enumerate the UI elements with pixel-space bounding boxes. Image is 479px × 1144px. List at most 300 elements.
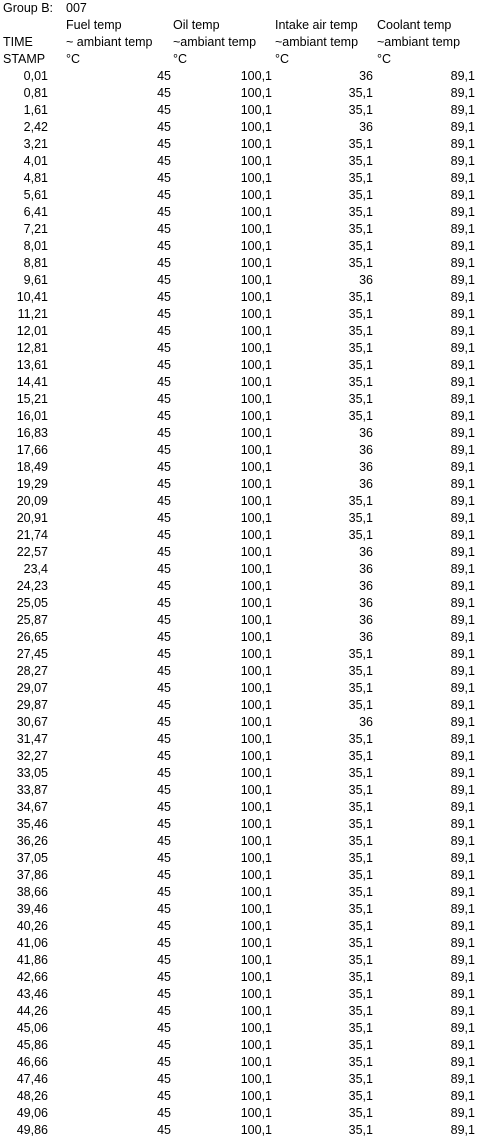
time-stamp-cell: 30,67 — [16, 715, 48, 729]
oil-temp-cell: 100,1 — [240, 562, 272, 576]
coolant-temp-cell: 89,1 — [450, 358, 475, 372]
oil-temp-cell: 100,1 — [240, 749, 272, 763]
coolant-temp-cell: 89,1 — [450, 664, 475, 678]
intake-air-temp-cell: 35,1 — [348, 698, 373, 712]
coolant-temp-cell: 89,1 — [450, 290, 475, 304]
time-stamp-cell: 37,86 — [16, 868, 48, 882]
coolant-temp-cell: 89,1 — [450, 477, 475, 491]
coolant-temp-cell: 89,1 — [450, 137, 475, 151]
table-row — [0, 510, 479, 527]
coolant-temp-cell: 89,1 — [450, 86, 475, 100]
fuel-temp-cell: 45 — [157, 664, 171, 678]
oil-temp-cell: 100,1 — [240, 766, 272, 780]
coolant-temp-cell: 89,1 — [450, 273, 475, 287]
time-stamp-cell: 25,87 — [16, 613, 48, 627]
oil-temp-cell: 100,1 — [240, 222, 272, 236]
time-stamp-cell: 43,46 — [16, 987, 48, 1001]
time-stamp-cell: 47,46 — [16, 1072, 48, 1086]
intake-air-temp-cell: 35,1 — [348, 851, 373, 865]
time-stamp-cell: 18,49 — [16, 460, 48, 474]
table-row — [0, 1088, 479, 1105]
coolant-temp-cell: 89,1 — [450, 188, 475, 202]
header-row-names — [0, 17, 479, 34]
intake-air-temp-cell: 35,1 — [348, 1021, 373, 1035]
time-stamp-cell: 8,81 — [23, 256, 48, 270]
intake-air-temp-cell: 35,1 — [348, 86, 373, 100]
intake-air-temp-cell: 35,1 — [348, 664, 373, 678]
intake-air-temp-cell: 35,1 — [348, 256, 373, 270]
col-intake-air-temp-unit: °C — [275, 52, 290, 66]
table-row — [0, 289, 479, 306]
oil-temp-cell: 100,1 — [240, 290, 272, 304]
oil-temp-cell: 100,1 — [240, 681, 272, 695]
time-stamp-cell: 3,21 — [23, 137, 48, 151]
table-row — [0, 867, 479, 884]
time-stamp-cell: 5,61 — [23, 188, 48, 202]
time-stamp-cell: 34,67 — [16, 800, 48, 814]
oil-temp-cell: 100,1 — [240, 324, 272, 338]
intake-air-temp-cell: 35,1 — [348, 375, 373, 389]
coolant-temp-cell: 89,1 — [450, 987, 475, 1001]
time-stamp-cell: 45,06 — [16, 1021, 48, 1035]
table-row — [0, 1105, 479, 1122]
table-row — [0, 272, 479, 289]
intake-air-temp-cell: 35,1 — [348, 749, 373, 763]
fuel-temp-cell: 45 — [157, 256, 171, 270]
intake-air-temp-cell: 36 — [359, 562, 373, 576]
table-row — [0, 935, 479, 952]
coolant-temp-cell: 89,1 — [450, 409, 475, 423]
coolant-temp-cell: 89,1 — [450, 1004, 475, 1018]
oil-temp-cell: 100,1 — [240, 1055, 272, 1069]
table-row — [0, 731, 479, 748]
time-stamp-cell: 4,81 — [23, 171, 48, 185]
fuel-temp-cell: 45 — [157, 885, 171, 899]
col-oil-temp-desc: ~ambiant temp — [173, 35, 257, 49]
time-stamp-cell: 49,06 — [16, 1106, 48, 1120]
intake-air-temp-cell: 36 — [359, 120, 373, 134]
table-row — [0, 850, 479, 867]
oil-temp-cell: 100,1 — [240, 171, 272, 185]
fuel-temp-cell: 45 — [157, 1004, 171, 1018]
col-fuel-temp-unit: °C — [66, 52, 81, 66]
coolant-temp-cell: 89,1 — [450, 511, 475, 525]
fuel-temp-cell: 45 — [157, 647, 171, 661]
table-row — [0, 306, 479, 323]
intake-air-temp-cell: 35,1 — [348, 409, 373, 423]
coolant-temp-cell: 89,1 — [450, 375, 475, 389]
time-stamp-cell: 12,01 — [16, 324, 48, 338]
coolant-temp-cell: 89,1 — [450, 256, 475, 270]
coolant-temp-cell: 89,1 — [450, 647, 475, 661]
intake-air-temp-cell: 35,1 — [348, 1123, 373, 1137]
intake-air-temp-cell: 36 — [359, 460, 373, 474]
time-stamp-cell: 15,21 — [16, 392, 48, 406]
fuel-temp-cell: 45 — [157, 698, 171, 712]
fuel-temp-cell: 45 — [157, 936, 171, 950]
oil-temp-cell: 100,1 — [240, 613, 272, 627]
time-stamp-cell: 38,66 — [16, 885, 48, 899]
oil-temp-cell: 100,1 — [240, 137, 272, 151]
coolant-temp-cell: 89,1 — [450, 953, 475, 967]
fuel-temp-cell: 45 — [157, 137, 171, 151]
coolant-temp-cell: 89,1 — [450, 783, 475, 797]
time-stamp-cell: 45,86 — [16, 1038, 48, 1052]
fuel-temp-cell: 45 — [157, 154, 171, 168]
intake-air-temp-cell: 35,1 — [348, 290, 373, 304]
intake-air-temp-cell: 35,1 — [348, 868, 373, 882]
time-stamp-cell: 41,86 — [16, 953, 48, 967]
coolant-temp-cell: 89,1 — [450, 749, 475, 763]
col-fuel-temp-name: Fuel temp — [66, 18, 122, 32]
table-row — [0, 782, 479, 799]
fuel-temp-cell: 45 — [157, 426, 171, 440]
table-row — [0, 136, 479, 153]
intake-air-temp-cell: 35,1 — [348, 307, 373, 321]
intake-air-temp-cell: 35,1 — [348, 324, 373, 338]
table-row — [0, 85, 479, 102]
oil-temp-cell: 100,1 — [240, 664, 272, 678]
oil-temp-cell: 100,1 — [240, 868, 272, 882]
table-row — [0, 748, 479, 765]
fuel-temp-cell: 45 — [157, 392, 171, 406]
intake-air-temp-cell: 35,1 — [348, 1072, 373, 1086]
coolant-temp-cell: 89,1 — [450, 970, 475, 984]
intake-air-temp-cell: 35,1 — [348, 647, 373, 661]
oil-temp-cell: 100,1 — [240, 528, 272, 542]
table-row — [0, 493, 479, 510]
intake-air-temp-cell: 35,1 — [348, 528, 373, 542]
oil-temp-cell: 100,1 — [240, 273, 272, 287]
time-stamp-cell: 49,86 — [16, 1123, 48, 1137]
coolant-temp-cell: 89,1 — [450, 681, 475, 695]
intake-air-temp-cell: 35,1 — [348, 936, 373, 950]
table-row — [0, 476, 479, 493]
intake-air-temp-cell: 36 — [359, 477, 373, 491]
oil-temp-cell: 100,1 — [240, 511, 272, 525]
oil-temp-cell: 100,1 — [240, 426, 272, 440]
oil-temp-cell: 100,1 — [240, 851, 272, 865]
table-row — [0, 68, 479, 85]
col-intake-air-temp-name: Intake air temp — [275, 18, 358, 32]
time-stamp-cell: 11,21 — [17, 307, 48, 321]
fuel-temp-cell: 45 — [157, 443, 171, 457]
coolant-temp-cell: 89,1 — [450, 392, 475, 406]
fuel-temp-cell: 45 — [157, 307, 171, 321]
intake-air-temp-cell: 35,1 — [348, 902, 373, 916]
intake-air-temp-cell: 36 — [359, 630, 373, 644]
oil-temp-cell: 100,1 — [240, 239, 272, 253]
time-stamp-cell: 42,66 — [16, 970, 48, 984]
table-row — [0, 799, 479, 816]
oil-temp-cell: 100,1 — [240, 375, 272, 389]
time-label-line2: STAMP — [3, 52, 46, 66]
coolant-temp-cell: 89,1 — [450, 120, 475, 134]
oil-temp-cell: 100,1 — [240, 1021, 272, 1035]
coolant-temp-cell: 89,1 — [450, 715, 475, 729]
fuel-temp-cell: 45 — [157, 834, 171, 848]
coolant-temp-cell: 89,1 — [450, 1021, 475, 1035]
oil-temp-cell: 100,1 — [240, 800, 272, 814]
time-stamp-cell: 29,87 — [16, 698, 48, 712]
table-row — [0, 969, 479, 986]
intake-air-temp-cell: 35,1 — [348, 732, 373, 746]
coolant-temp-cell: 89,1 — [450, 1038, 475, 1052]
coolant-temp-cell: 89,1 — [450, 1055, 475, 1069]
coolant-temp-cell: 89,1 — [450, 426, 475, 440]
time-stamp-cell: 19,29 — [16, 477, 48, 491]
oil-temp-cell: 100,1 — [240, 630, 272, 644]
time-stamp-cell: 0,81 — [23, 86, 48, 100]
intake-air-temp-cell: 35,1 — [348, 1089, 373, 1103]
time-stamp-cell: 24,23 — [16, 579, 48, 593]
time-stamp-cell: 13,61 — [16, 358, 48, 372]
time-stamp-cell: 4,01 — [23, 154, 48, 168]
coolant-temp-cell: 89,1 — [450, 494, 475, 508]
coolant-temp-cell: 89,1 — [450, 766, 475, 780]
table-row — [0, 1122, 479, 1139]
coolant-temp-cell: 89,1 — [450, 613, 475, 627]
table-row — [0, 697, 479, 714]
coolant-temp-cell: 89,1 — [450, 885, 475, 899]
table-row — [0, 204, 479, 221]
time-stamp-cell: 31,47 — [16, 732, 48, 746]
fuel-temp-cell: 45 — [157, 528, 171, 542]
time-stamp-cell: 33,05 — [16, 766, 48, 780]
coolant-temp-cell: 89,1 — [450, 1123, 475, 1137]
oil-temp-cell: 100,1 — [240, 358, 272, 372]
group-value: 007 — [66, 1, 87, 15]
oil-temp-cell: 100,1 — [240, 103, 272, 117]
fuel-temp-cell: 45 — [157, 477, 171, 491]
time-stamp-cell: 14,41 — [16, 375, 48, 389]
coolant-temp-cell: 89,1 — [450, 239, 475, 253]
intake-air-temp-cell: 36 — [359, 273, 373, 287]
time-label-line1: TIME — [3, 35, 33, 49]
fuel-temp-cell: 45 — [157, 1021, 171, 1035]
time-stamp-cell: 2,42 — [23, 120, 48, 134]
intake-air-temp-cell: 35,1 — [348, 1004, 373, 1018]
table-row — [0, 221, 479, 238]
oil-temp-cell: 100,1 — [240, 1038, 272, 1052]
fuel-temp-cell: 45 — [157, 222, 171, 236]
time-stamp-cell: 35,46 — [16, 817, 48, 831]
fuel-temp-cell: 45 — [157, 749, 171, 763]
intake-air-temp-cell: 35,1 — [348, 137, 373, 151]
table-row — [0, 578, 479, 595]
table-row — [0, 459, 479, 476]
oil-temp-cell: 100,1 — [240, 885, 272, 899]
fuel-temp-cell: 45 — [157, 239, 171, 253]
fuel-temp-cell: 45 — [157, 868, 171, 882]
table-row — [0, 1037, 479, 1054]
time-stamp-cell: 46,66 — [16, 1055, 48, 1069]
fuel-temp-cell: 45 — [157, 103, 171, 117]
fuel-temp-cell: 45 — [157, 902, 171, 916]
table-row — [0, 918, 479, 935]
coolant-temp-cell: 89,1 — [450, 698, 475, 712]
fuel-temp-cell: 45 — [157, 1072, 171, 1086]
table-row — [0, 629, 479, 646]
intake-air-temp-cell: 36 — [359, 69, 373, 83]
coolant-temp-cell: 89,1 — [450, 1106, 475, 1120]
oil-temp-cell: 100,1 — [240, 919, 272, 933]
oil-temp-cell: 100,1 — [240, 477, 272, 491]
table-row — [0, 153, 479, 170]
table-body — [0, 68, 479, 1139]
intake-air-temp-cell: 35,1 — [348, 817, 373, 831]
time-stamp-cell: 20,09 — [16, 494, 48, 508]
fuel-temp-cell: 45 — [157, 273, 171, 287]
coolant-temp-cell: 89,1 — [450, 919, 475, 933]
oil-temp-cell: 100,1 — [240, 69, 272, 83]
col-coolant-temp-name: Coolant temp — [377, 18, 452, 32]
fuel-temp-cell: 45 — [157, 817, 171, 831]
oil-temp-cell: 100,1 — [240, 715, 272, 729]
time-stamp-cell: 48,26 — [16, 1089, 48, 1103]
col-coolant-temp-unit: °C — [377, 52, 392, 66]
intake-air-temp-cell: 35,1 — [348, 766, 373, 780]
table-header — [0, 0, 479, 68]
intake-air-temp-cell: 35,1 — [348, 1106, 373, 1120]
table-row — [0, 646, 479, 663]
oil-temp-cell: 100,1 — [240, 120, 272, 134]
intake-air-temp-cell: 35,1 — [348, 341, 373, 355]
intake-air-temp-cell: 35,1 — [348, 953, 373, 967]
time-stamp-cell: 21,74 — [16, 528, 48, 542]
table-row — [0, 425, 479, 442]
time-stamp-cell: 37,05 — [16, 851, 48, 865]
intake-air-temp-cell: 36 — [359, 545, 373, 559]
table-row — [0, 527, 479, 544]
fuel-temp-cell: 45 — [157, 1089, 171, 1103]
intake-air-temp-cell: 35,1 — [348, 171, 373, 185]
oil-temp-cell: 100,1 — [240, 936, 272, 950]
oil-temp-cell: 100,1 — [240, 205, 272, 219]
table-row — [0, 1003, 479, 1020]
intake-air-temp-cell: 35,1 — [348, 1038, 373, 1052]
fuel-temp-cell: 45 — [157, 205, 171, 219]
oil-temp-cell: 100,1 — [240, 1004, 272, 1018]
oil-temp-cell: 100,1 — [240, 256, 272, 270]
oil-temp-cell: 100,1 — [240, 188, 272, 202]
intake-air-temp-cell: 35,1 — [348, 511, 373, 525]
time-stamp-cell: 6,41 — [23, 205, 48, 219]
intake-air-temp-cell: 35,1 — [348, 205, 373, 219]
time-stamp-cell: 0,01 — [23, 69, 48, 83]
intake-air-temp-cell: 36 — [359, 426, 373, 440]
fuel-temp-cell: 45 — [157, 120, 171, 134]
coolant-temp-cell: 89,1 — [450, 171, 475, 185]
table-row — [0, 238, 479, 255]
intake-air-temp-cell: 35,1 — [348, 358, 373, 372]
intake-air-temp-cell: 35,1 — [348, 800, 373, 814]
fuel-temp-cell: 45 — [157, 596, 171, 610]
coolant-temp-cell: 89,1 — [450, 528, 475, 542]
fuel-temp-cell: 45 — [157, 494, 171, 508]
time-stamp-cell: 9,61 — [23, 273, 48, 287]
table-row — [0, 1054, 479, 1071]
time-stamp-cell: 39,46 — [16, 902, 48, 916]
group-label: Group B: — [3, 1, 54, 15]
time-stamp-cell: 32,27 — [16, 749, 48, 763]
table-row — [0, 595, 479, 612]
coolant-temp-cell: 89,1 — [450, 936, 475, 950]
oil-temp-cell: 100,1 — [240, 545, 272, 559]
fuel-temp-cell: 45 — [157, 715, 171, 729]
time-stamp-cell: 40,26 — [16, 919, 48, 933]
coolant-temp-cell: 89,1 — [450, 851, 475, 865]
fuel-temp-cell: 45 — [157, 987, 171, 1001]
fuel-temp-cell: 45 — [157, 1123, 171, 1137]
table-row — [0, 714, 479, 731]
fuel-temp-cell: 45 — [157, 358, 171, 372]
table-row — [0, 119, 479, 136]
time-stamp-cell: 44,26 — [16, 1004, 48, 1018]
time-stamp-cell: 41,06 — [16, 936, 48, 950]
time-stamp-cell: 16,83 — [16, 426, 48, 440]
coolant-temp-cell: 89,1 — [450, 579, 475, 593]
oil-temp-cell: 100,1 — [240, 1123, 272, 1137]
table-row — [0, 952, 479, 969]
oil-temp-cell: 100,1 — [240, 86, 272, 100]
table-row — [0, 561, 479, 578]
fuel-temp-cell: 45 — [157, 919, 171, 933]
intake-air-temp-cell: 35,1 — [348, 103, 373, 117]
time-stamp-cell: 8,01 — [23, 239, 48, 253]
coolant-temp-cell: 89,1 — [450, 205, 475, 219]
table-row — [0, 901, 479, 918]
oil-temp-cell: 100,1 — [240, 783, 272, 797]
oil-temp-cell: 100,1 — [240, 307, 272, 321]
oil-temp-cell: 100,1 — [240, 970, 272, 984]
time-stamp-cell: 1,61 — [23, 103, 48, 117]
col-oil-temp-name: Oil temp — [173, 18, 220, 32]
intake-air-temp-cell: 36 — [359, 596, 373, 610]
intake-air-temp-cell: 35,1 — [348, 1055, 373, 1069]
intake-air-temp-cell: 35,1 — [348, 919, 373, 933]
fuel-temp-cell: 45 — [157, 290, 171, 304]
time-stamp-cell: 7,21 — [23, 222, 48, 236]
intake-air-temp-cell: 35,1 — [348, 494, 373, 508]
coolant-temp-cell: 89,1 — [450, 800, 475, 814]
table-row — [0, 391, 479, 408]
table-row — [0, 816, 479, 833]
table-row — [0, 765, 479, 782]
table-row — [0, 833, 479, 850]
header-row-desc — [0, 34, 479, 51]
oil-temp-cell: 100,1 — [240, 409, 272, 423]
coolant-temp-cell: 89,1 — [450, 732, 475, 746]
fuel-temp-cell: 45 — [157, 460, 171, 474]
col-oil-temp-unit: °C — [173, 52, 188, 66]
oil-temp-cell: 100,1 — [240, 154, 272, 168]
fuel-temp-cell: 45 — [157, 1106, 171, 1120]
coolant-temp-cell: 89,1 — [450, 545, 475, 559]
intake-air-temp-cell: 35,1 — [348, 154, 373, 168]
coolant-temp-cell: 89,1 — [450, 1089, 475, 1103]
time-stamp-cell: 28,27 — [16, 664, 48, 678]
fuel-temp-cell: 45 — [157, 69, 171, 83]
table-row — [0, 357, 479, 374]
col-fuel-temp-desc: ~ ambiant temp — [66, 35, 153, 49]
coolant-temp-cell: 89,1 — [450, 154, 475, 168]
time-stamp-cell: 26,65 — [16, 630, 48, 644]
table-row — [0, 1020, 479, 1037]
header-row-units — [0, 51, 479, 68]
coolant-temp-cell: 89,1 — [450, 902, 475, 916]
fuel-temp-cell: 45 — [157, 324, 171, 338]
